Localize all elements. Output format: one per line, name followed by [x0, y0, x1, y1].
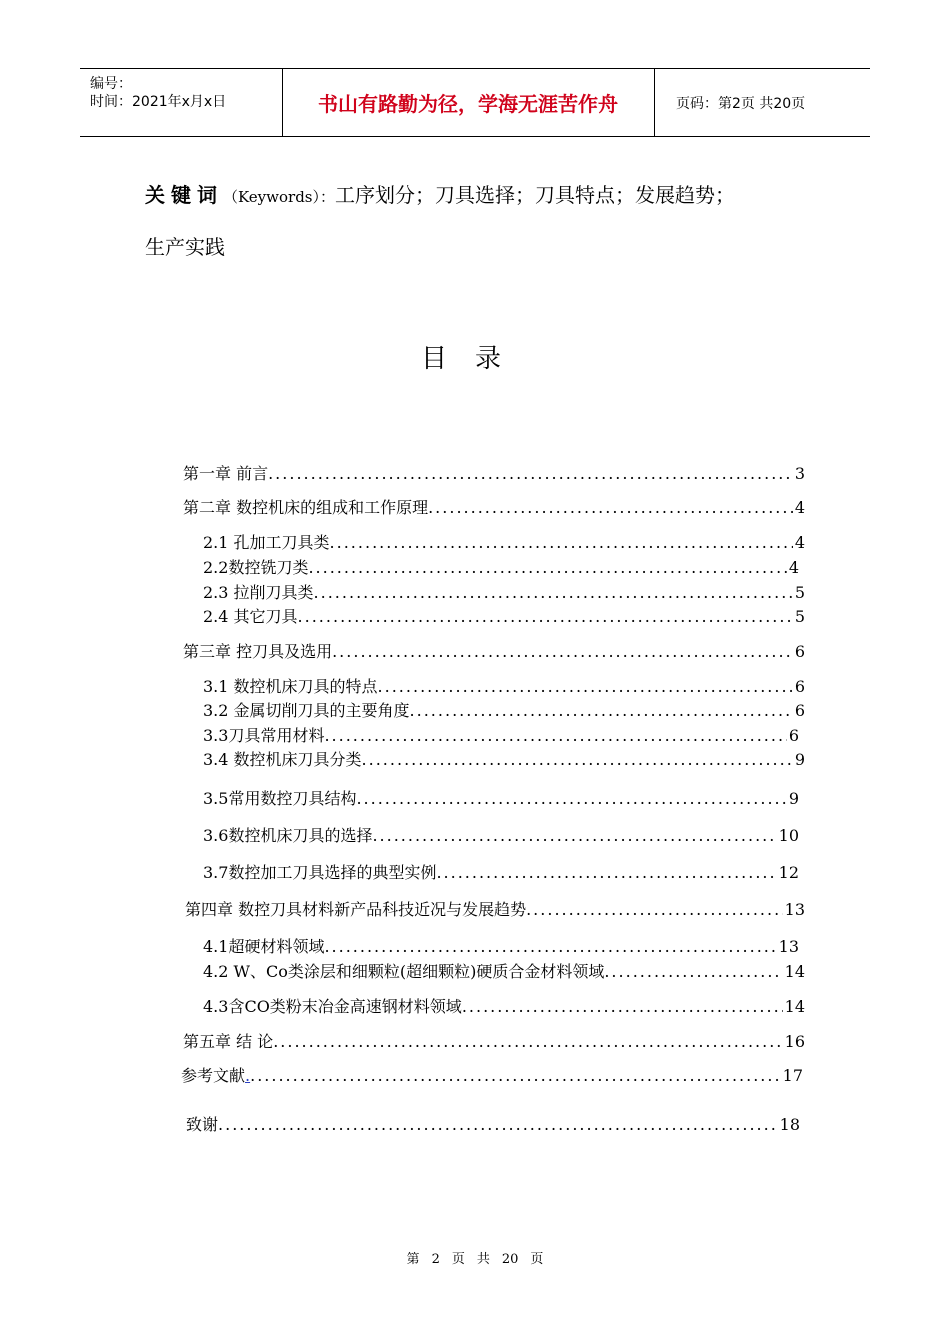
- keywords-line1: 工序划分；刀具选择；刀具特点；发展趋势；: [335, 183, 735, 207]
- toc-entry[interactable]: [203, 530, 805, 553]
- toc-entry-page: 6: [788, 726, 799, 745]
- toc-entry-text: 3.2 金属切削刀具的主要角度: [203, 701, 410, 720]
- toc-entry[interactable]: [203, 959, 805, 982]
- toc-entry[interactable]: [186, 1112, 800, 1135]
- toc-entry-page: 13: [778, 937, 799, 956]
- toc-entry-text: 参考文献: [181, 1066, 246, 1085]
- toc-entry-page: 10: [778, 826, 799, 845]
- footer-page-number: 2: [431, 1252, 440, 1267]
- toc-entry-text: 3.6数控机床刀具的选择: [203, 826, 373, 845]
- toc-entry-page: 14: [784, 962, 805, 981]
- toc-entry-text: 3.5常用数控刀具结构: [203, 789, 357, 808]
- keywords-block: [145, 170, 825, 272]
- toc-title: 目录: [420, 344, 529, 374]
- toc-entry[interactable]: [203, 747, 805, 770]
- toc-entry[interactable]: [203, 934, 799, 957]
- toc-entry-page: 16: [784, 1032, 805, 1051]
- toc-entry-page: 6: [794, 677, 805, 696]
- page-info-text: 页码：第2页 共20页: [676, 95, 806, 112]
- toc-entry-text: 3.4 数控机床刀具分类: [203, 750, 362, 769]
- toc-entry-text: 致谢: [186, 1115, 219, 1134]
- toc-entry-page: 9: [794, 750, 805, 769]
- toc-entry-page: 12: [778, 863, 799, 882]
- toc-entry[interactable]: [203, 604, 805, 627]
- toc-entry-page: 4: [794, 533, 805, 552]
- toc-entry-text: 第二章 数控机床的组成和工作原理: [183, 498, 429, 517]
- toc-entry-page: 4: [788, 558, 799, 577]
- toc-entry[interactable]: [203, 860, 799, 883]
- toc-entry-page: 18: [779, 1115, 800, 1134]
- toc-entry-page: 4: [794, 498, 805, 517]
- toc-entry[interactable]: [203, 823, 799, 846]
- toc-entry-page: 13: [784, 900, 805, 919]
- toc-entry-text: 2.4 其它刀具: [203, 607, 298, 626]
- toc-entry[interactable]: [183, 1029, 805, 1052]
- toc-entry-page: 3: [794, 464, 805, 483]
- time-label: 时间：2021年x月x日: [90, 94, 227, 110]
- toc-entry-text: 第一章 前言: [183, 464, 269, 483]
- toc-entry-text: 3.3刀具常用材料: [203, 726, 325, 745]
- toc-entry-text: 4.1超硬材料领域: [203, 937, 325, 956]
- header-motto: 书山有路勤为径，学海无涯苦作舟: [282, 69, 655, 136]
- toc-entry[interactable]: [185, 897, 805, 920]
- toc-entry[interactable]: [203, 580, 805, 603]
- toc-entry-text: 第三章 控刀具及选用: [183, 642, 333, 661]
- toc-entry[interactable]: [203, 698, 805, 721]
- toc-entry-text: 2.2数控铣刀类: [203, 558, 309, 577]
- toc-entry-page: 6: [794, 701, 805, 720]
- toc-link-marker[interactable]: .: [245, 1066, 251, 1085]
- toc-entry-text: 4.3含CO类粉末冶金高速钢材料领域: [203, 997, 462, 1016]
- header-meta: [80, 69, 283, 136]
- toc-entry-text: 3.1 数控机床刀具的特点: [203, 677, 378, 696]
- toc-entry[interactable]: [181, 1063, 803, 1086]
- footer-total-pages: 20: [501, 1252, 519, 1267]
- toc-entry-page: 9: [788, 789, 799, 808]
- keywords-label: 关键词: [145, 183, 223, 207]
- number-label: 编号：: [90, 76, 132, 92]
- toc-entry-text: 第五章 结 论: [183, 1032, 274, 1051]
- toc-entry-page: 5: [794, 583, 805, 602]
- toc-entry-text: 2.3 拉削刀具类: [203, 583, 314, 602]
- page-header: [80, 68, 870, 137]
- toc-entry-text: 3.7数控加工刀具选择的典型实例: [203, 863, 437, 882]
- toc-entry[interactable]: [203, 786, 799, 809]
- toc-entry[interactable]: [183, 639, 805, 662]
- toc-entry[interactable]: [203, 674, 805, 697]
- toc-entry-page: 6: [794, 642, 805, 661]
- toc-entry-page: 14: [784, 997, 805, 1016]
- header-page-info: [664, 69, 870, 136]
- page-footer: 第 2 页 共 20 页: [406, 1252, 544, 1267]
- toc-entry-text: 第四章 数控刀具材料新产品科技近况与发展趋势: [185, 900, 527, 919]
- toc-entry-text: 4.2 W、Co类涂层和细颗粒(超细颗粒)硬质合金材料领域: [203, 962, 605, 981]
- toc-entry[interactable]: [203, 723, 799, 746]
- toc-entry[interactable]: [183, 461, 805, 484]
- keywords-label-en: （Keywords）：: [223, 188, 335, 206]
- toc-entry[interactable]: [183, 495, 805, 518]
- toc-entry-page: 17: [782, 1066, 803, 1085]
- keywords-line2: 生产实践: [145, 235, 225, 259]
- toc-entry-page: 5: [794, 607, 805, 626]
- toc-entry-text: 2.1 孔加工刀具类: [203, 533, 330, 552]
- toc-entry[interactable]: [203, 555, 799, 578]
- toc-entry[interactable]: [203, 994, 805, 1017]
